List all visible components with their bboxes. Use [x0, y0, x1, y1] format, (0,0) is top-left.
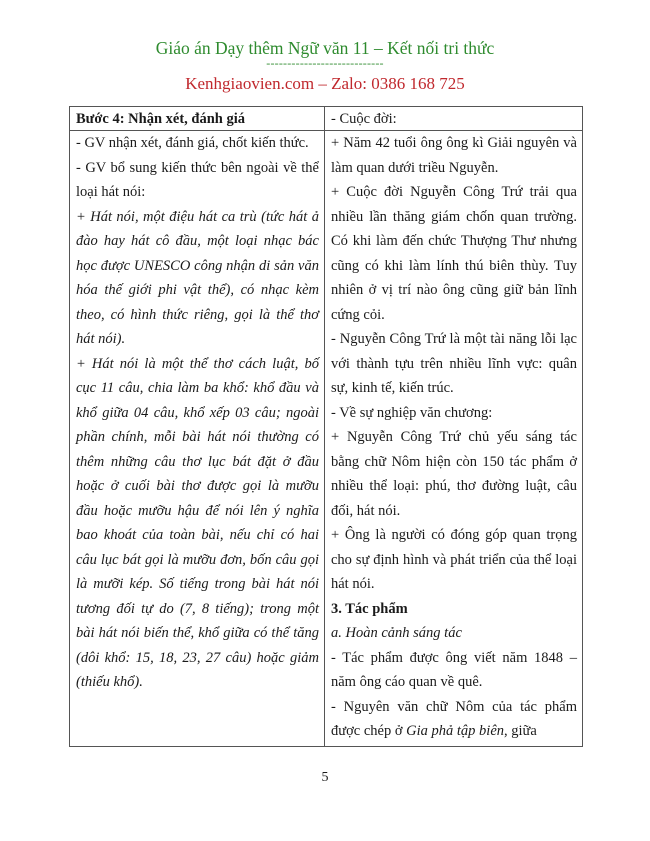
step-heading: Bước 4: Nhận xét, đánh giá — [76, 111, 246, 127]
left-column — [70, 107, 325, 746]
right-paragraph-8-end: , giữa — [504, 723, 537, 739]
right-heading-row — [325, 107, 582, 131]
right-paragraph-2: + Cuộc đời Nguyễn Công Trứ trải qua nhiều lần thăng giám chốn quan trường. Có khi làm đến chức Thượng Thư nhưng cũng có khi làm lính thú biên thùy. Tuy nhiên ở vị trí nào ông cũng giữ bản lĩnh cứng cỏi. — [331, 184, 577, 323]
right-paragraph-4: - Về sự nghiệp văn chương: — [331, 404, 493, 421]
right-content — [325, 131, 582, 744]
document-header-title: Giáo án Dạy thêm Ngữ văn 11 – Kết nối tri thức — [155, 38, 495, 58]
right-paragraph-1: + Năm 42 tuổi ông ông kì Giải nguyên và làm quan dưới triều Nguyễn. — [331, 135, 577, 176]
right-paragraph-6: + Ông là người có đóng góp quan trọng cho sự định hình và phát triển của thể loại hát nói. — [331, 527, 577, 592]
left-paragraph-3: + Hát nói, một điệu hát ca trù (tức hát ả đào hay hát cô đầu, một loại nhạc bác học được UNESCO công nhận di sản văn hóa thế giới phi vật thể), có nhạc kèm theo, có hình thức riêng, gọi là thể thơ hát nói). — [76, 208, 319, 347]
page-number: 5 — [321, 770, 329, 785]
right-paragraph-5: + Nguyễn Công Trứ chủ yếu sáng tác bằng chữ Nôm hiện còn 150 tác phẩm ở nhiều thể loại: phú, thơ đường luật, câu đối, hát nói. — [331, 429, 577, 519]
left-paragraph-1: - GV nhận xét, đánh giá, chốt kiến thức. — [76, 135, 309, 151]
life-heading: - Cuộc đời: — [331, 111, 397, 127]
book-title: Gia phả tập biên — [406, 723, 505, 739]
document-header-site: Kenhgiaovien.com – Zalo: 0386 168 725 — [185, 74, 465, 93]
right-column — [325, 107, 582, 746]
header-divider: ---------------------------- — [266, 56, 384, 70]
section-3-heading: 3. Tác phẩm — [331, 600, 408, 617]
left-content — [70, 131, 324, 695]
right-paragraph-8 — [331, 695, 577, 744]
section-3a-heading: a. Hoàn cảnh sáng tác — [331, 625, 462, 641]
lesson-table — [69, 106, 583, 747]
right-paragraph-8-start: - Nguyên văn chữ Nôm của tác phẩm được chép ở — [331, 698, 577, 739]
left-heading-row — [70, 107, 324, 131]
left-paragraph-4: + Hát nói là một thể thơ cách luật, bố cục 11 câu, chia làm ba khổ: khổ đầu và khổ giữa 04 câu, khổ xếp 03 câu; ngoài phần chính, mỗi bài hát nói thường có thêm những câu thơ lục bát đặt ở đầu hoặc ở cuối bài thơ được gọi là mưỡu đầu hoặc mưỡu hậu để nói lên ý nghĩa bao khoát của toàn bài, nếu chỉ có hai câu lục bát gọi là mưỡu đơn, bốn câu gọi là mưỡi kép. Số tiếng trong bài hát nói tương đối tự do (7, 8 tiếng); trong một bài hát nói biến thể, khổ giữa có thể tăng (dôi khổ: 15, 18, 23, 27 câu) hoặc giảm (thiếu khổ). — [76, 355, 319, 690]
left-paragraph-2: - GV bổ sung kiến thức bên ngoài về thể loại hát nói: — [76, 159, 319, 200]
right-paragraph-3: - Nguyễn Công Trứ là một tài năng lỗi lạc với thành tựu trên nhiều lĩnh vực: quân sự, kinh tế, kiến trúc. — [331, 331, 577, 396]
right-paragraph-7: - Tác phẩm được ông viết năm 1848 – năm ông cáo quan về quê. — [331, 649, 577, 690]
